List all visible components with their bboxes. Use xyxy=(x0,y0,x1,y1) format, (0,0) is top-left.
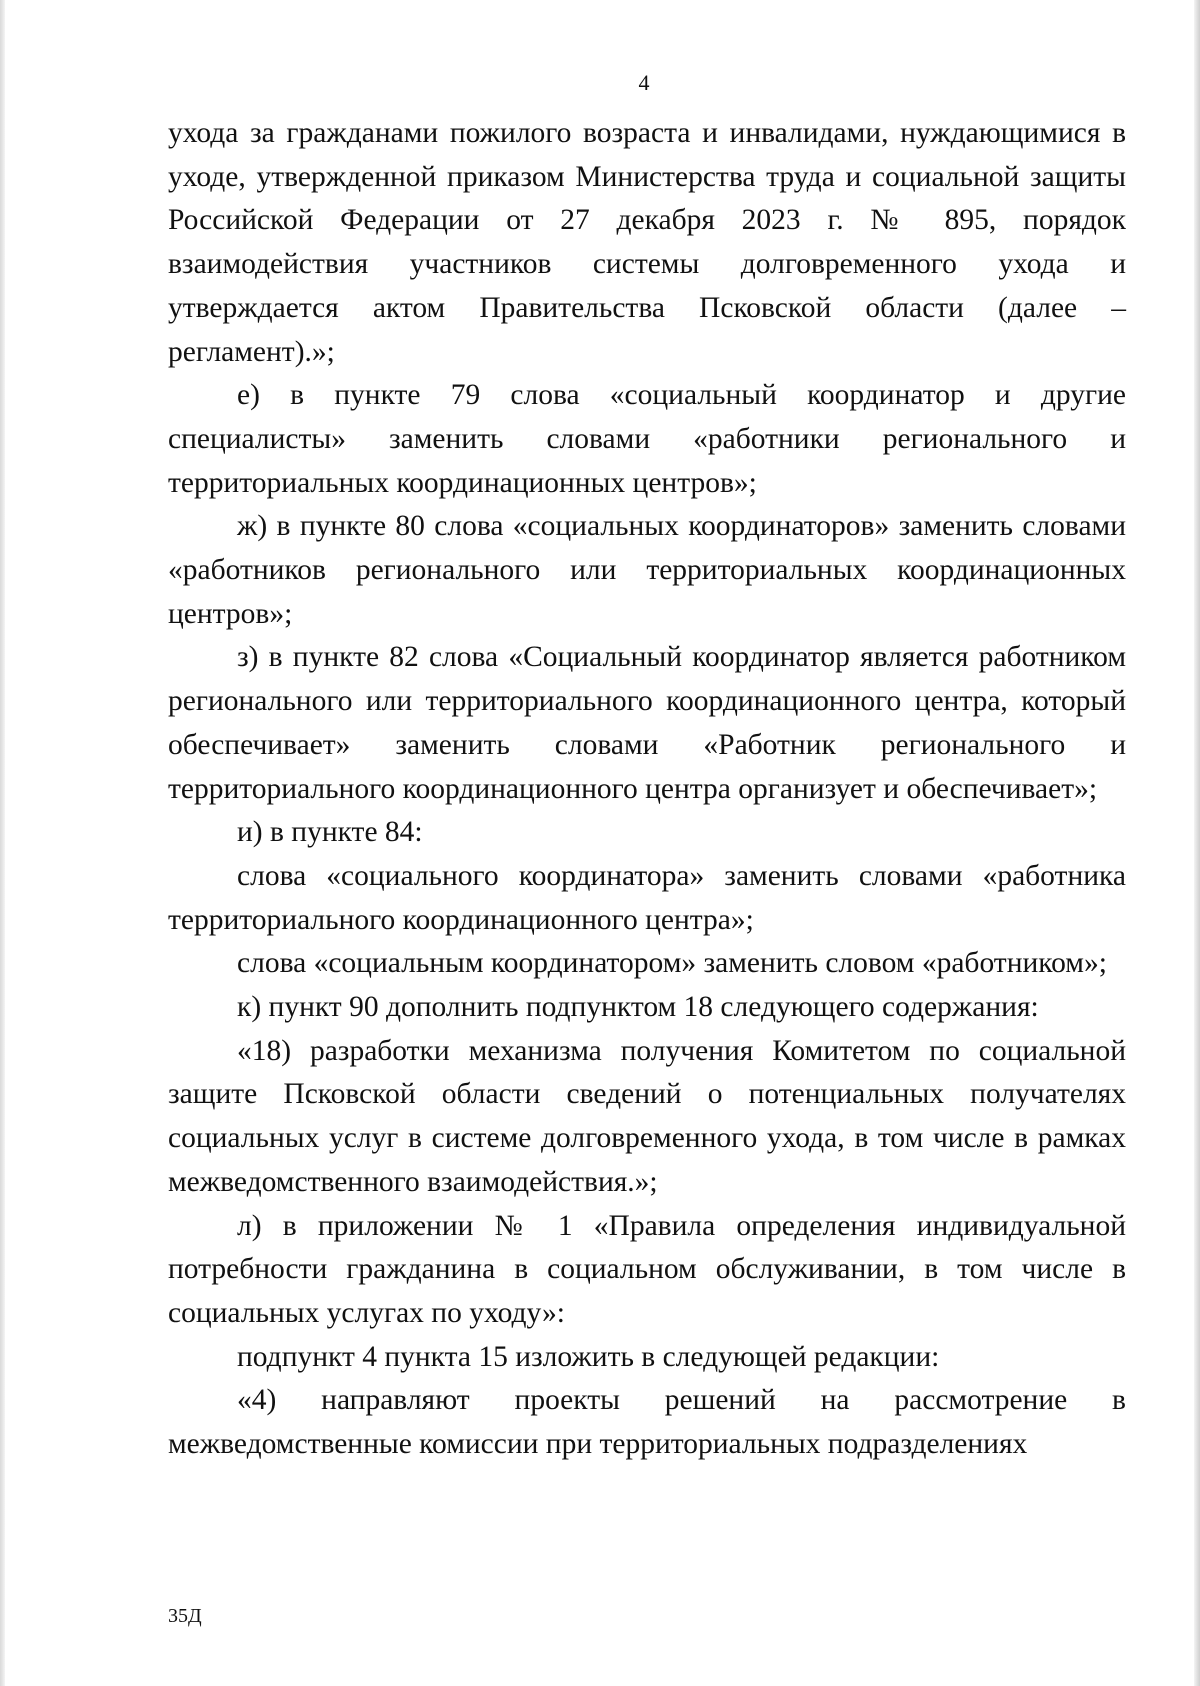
paragraph-item-zh: ж) в пункте 80 слова «социальных координаторов» заменить словами «работников регионального или территориальных координационных центров»; xyxy=(168,510,1126,630)
paragraph-item-l-sub-4: «4) направляют проекты решений на рассмотрение в межведомственные комиссии при территориальных подразделениях xyxy=(168,1384,1126,1461)
paragraph-item-i-sub-2: слова «социальным координатором» заменить словом «работником»; xyxy=(237,947,1107,980)
scan-edge-left xyxy=(0,0,5,1686)
paragraph-item-z: з) в пункте 82 слова «Социальный координатор является работником регионального или территориального координационного центра, который обеспечивает» заменить словами «Работник регионального и территориального координационного центра организует и обеспечивает»; xyxy=(168,641,1126,805)
paragraph-item-i: и) в пункте 84: xyxy=(237,816,423,849)
paragraph-continuation: ухода за гражданами пожилого возраста и инвалидами, нуждающимися в уходе, утвержденной приказом Министерства труда и социальной защиты Российской Федерации от 27 декабря 2023 г. № 895, порядок взаимодействия участников системы долговременного ухода и утверждается актом Правительства Псковской области (далее – регламент).»; xyxy=(168,117,1126,368)
page-number: 4 xyxy=(638,70,650,95)
paragraph-item-k: к) пункт 90 дополнить подпунктом 18 следующего содержания: xyxy=(237,991,1039,1024)
paragraph-item-l-sub: подпункт 4 пункта 15 изложить в следующей редакции: xyxy=(237,1340,940,1373)
paragraph-item-i-sub-1: слова «социального координатора» заменить словами «работника территориального координационного центра»; xyxy=(168,859,1126,936)
paragraph-item-k-sub-18: «18) разработки механизма получения Комитетом по социальной защите Псковской области сведений о потенциальных получателях социальных услуг в системе долговременного ухода, в том числе в рамках межведомственного взаимодействия.»; xyxy=(168,1034,1126,1198)
paragraph-item-l: л) в приложении № 1 «Правила определения индивидуальной потребности гражданина в социальном обслуживании, в том числе в социальных услугах по уходу»: xyxy=(168,1209,1126,1329)
scan-edge-right xyxy=(1194,0,1200,1686)
paragraph-item-e: е) в пункте 79 слова «социальный координатор и другие специалисты» заменить словами «работники регионального и территориальных координационных центров»; xyxy=(168,379,1126,499)
document-body xyxy=(168,112,1126,1467)
footer-code: 35Д xyxy=(168,1605,202,1627)
